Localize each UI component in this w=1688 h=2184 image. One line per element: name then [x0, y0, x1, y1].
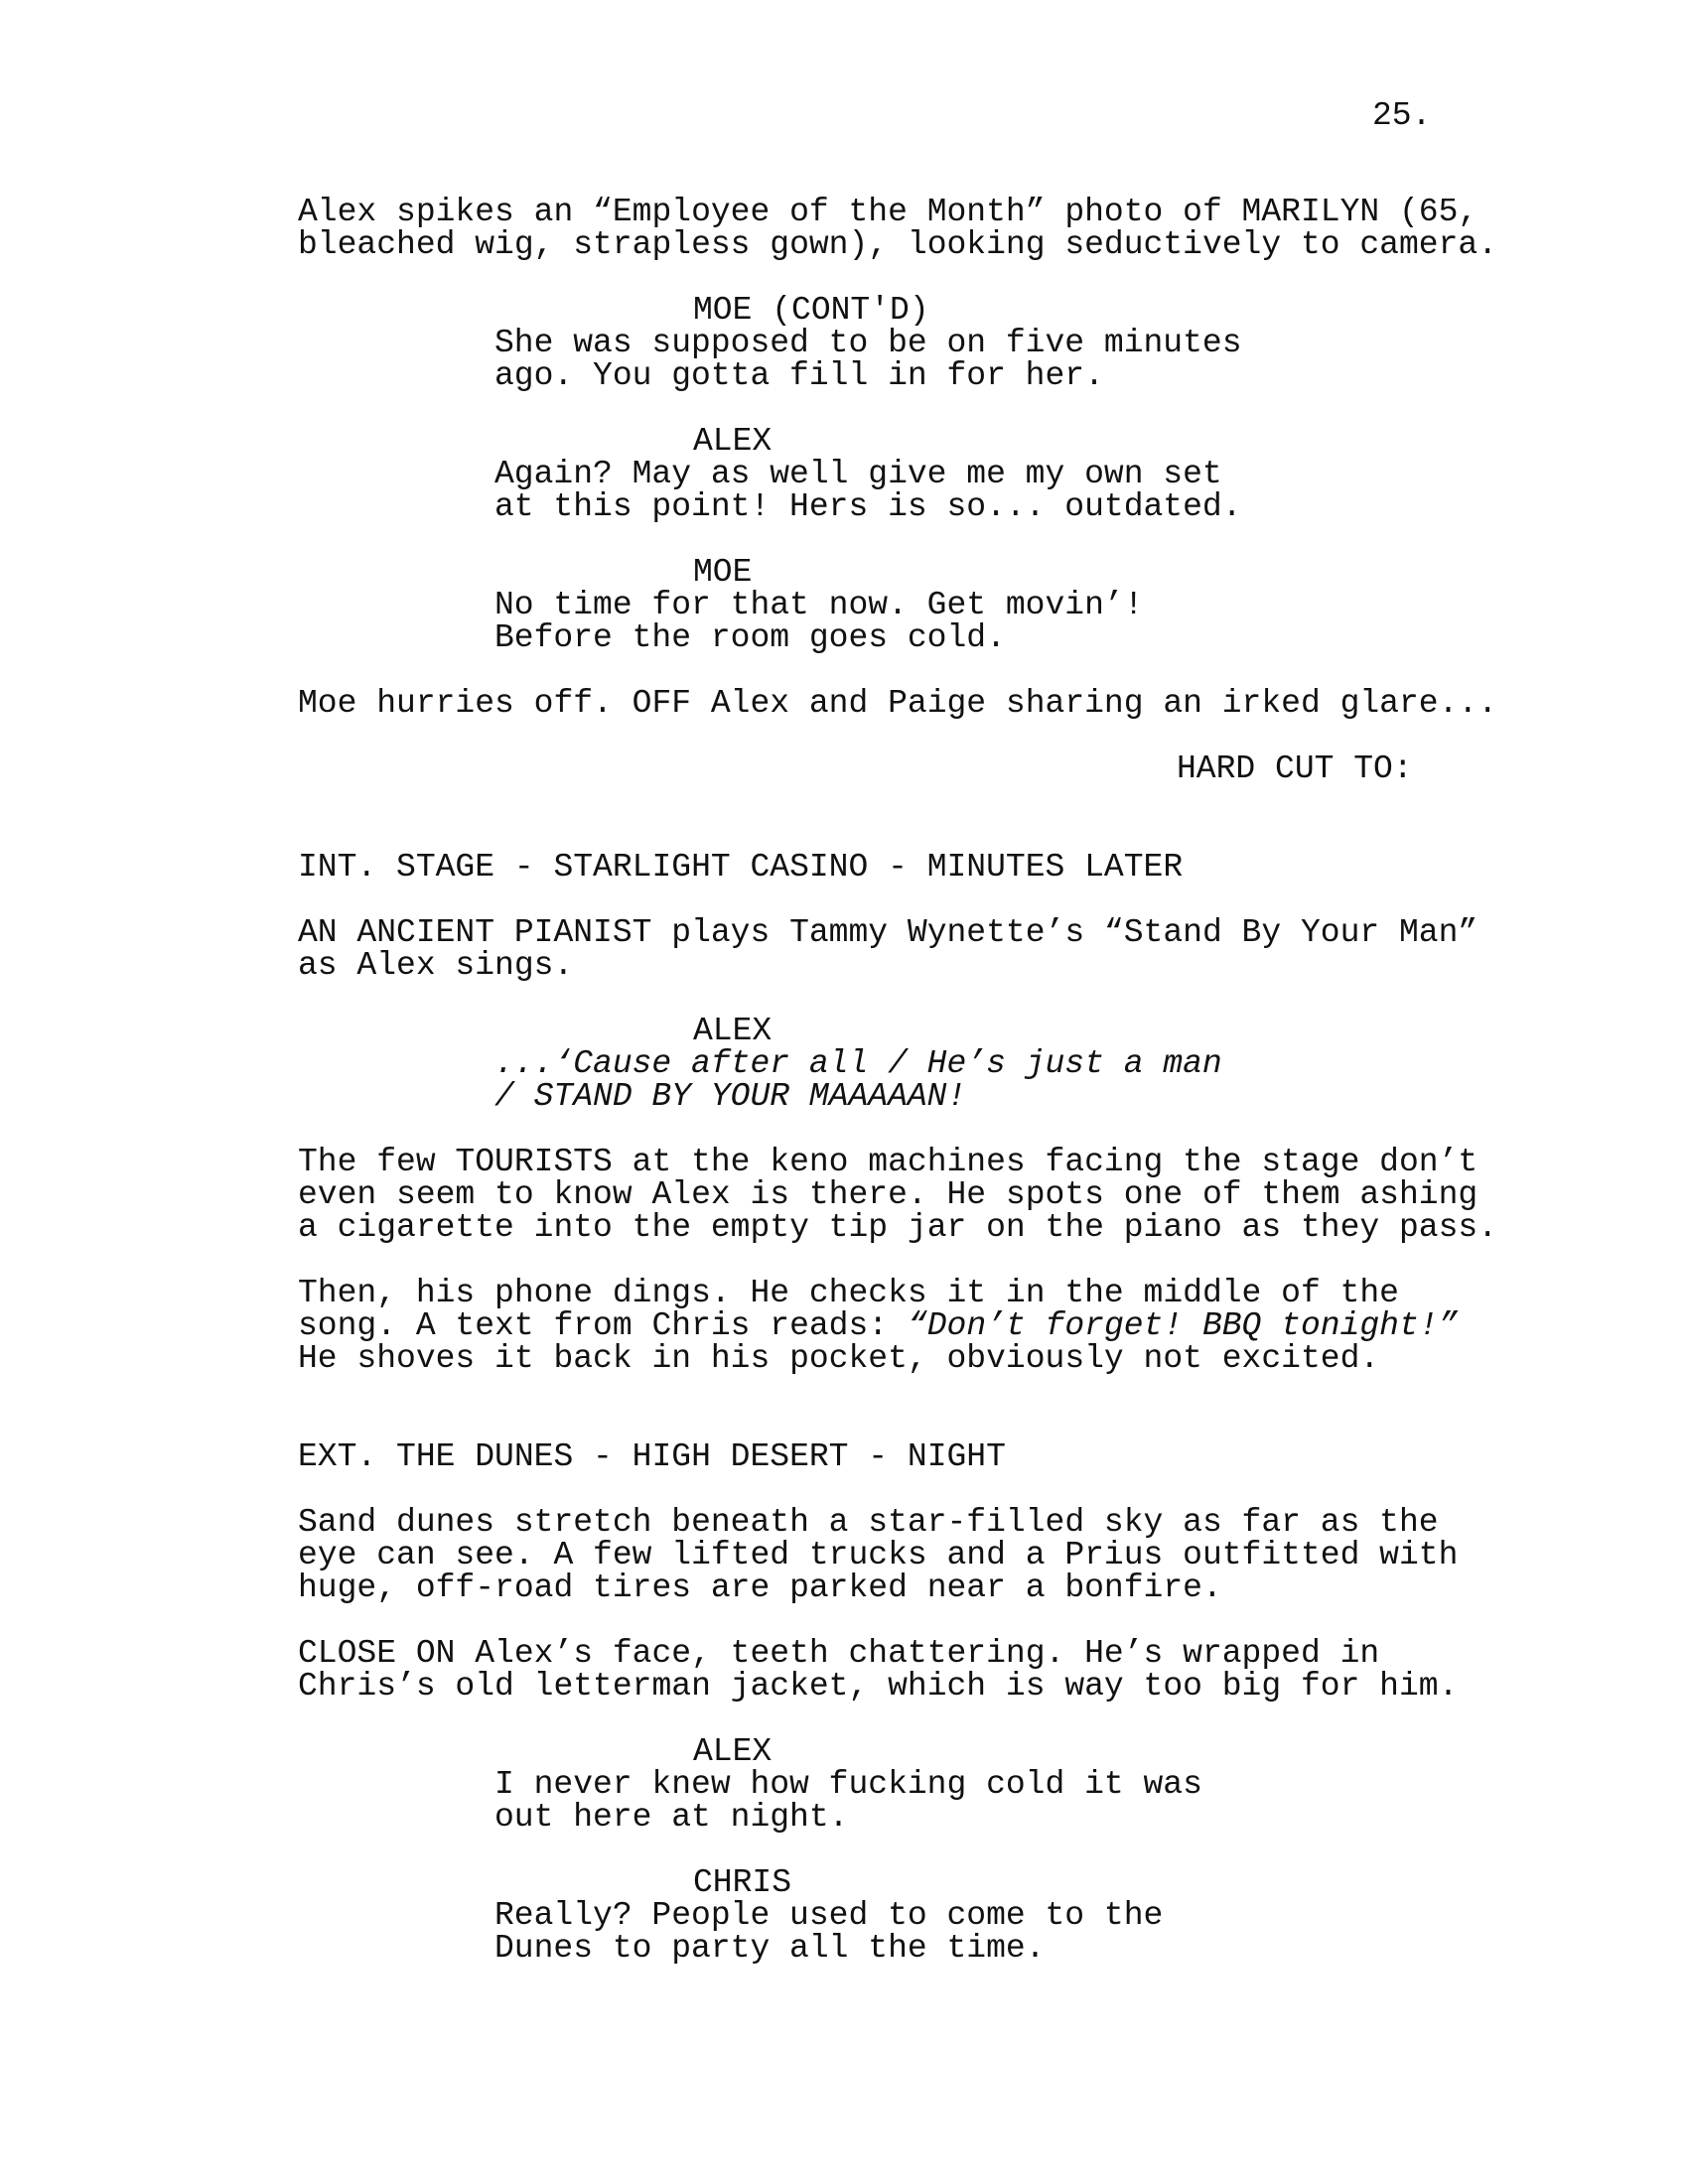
character-name: CHRIS [693, 1864, 792, 1901]
dialogue-line: I never knew how fucking cold it was [494, 1766, 1202, 1803]
action-line: Chris’s old letterman jacket, which is way too big for him. [298, 1668, 1459, 1705]
character-name: MOE (CONT'D) [693, 292, 929, 329]
character-name: MOE [693, 554, 753, 591]
dialogue-line: Again? May as well give me my own set [494, 456, 1222, 492]
action-line: CLOSE ON Alex’s face, teeth chattering. He’s wrapped in [298, 1635, 1380, 1672]
action-line: even seem to know Alex is there. He spots one of them ashing [298, 1176, 1478, 1213]
action-line: He shoves it back in his pocket, obviously not excited. [298, 1340, 1380, 1377]
character-name: ALEX [693, 423, 773, 460]
action-line: a cigarette into the empty tip jar on the piano as they pass. [298, 1209, 1497, 1246]
action-line: The few TOURISTS at the keno machines facing the stage don’t [298, 1144, 1478, 1180]
action-line: bleached wig, strapless gown), looking seductively to camera. [298, 226, 1497, 263]
dialogue-line: at this point! Hers is so... outdated. [494, 488, 1242, 525]
dialogue-line: out here at night. [494, 1799, 849, 1836]
dialogue-line: ago. You gotta fill in for her. [494, 357, 1104, 394]
action-text: song. A text from Chris reads: [298, 1307, 908, 1344]
song-lyric-line: ...‘Cause after all / He’s just a man [494, 1045, 1222, 1082]
transition: HARD CUT TO: [1177, 751, 1413, 787]
song-lyric-line: / STAND BY YOUR MAAAAAN! [494, 1078, 967, 1115]
dialogue-line: No time for that now. Get movin’! [494, 587, 1144, 623]
dialogue-line: She was supposed to be on five minutes [494, 325, 1242, 361]
action-line: eye can see. A few lifted trucks and a Prius outfitted with [298, 1537, 1459, 1573]
action-line: Moe hurries off. OFF Alex and Paige sharing an irked glare... [298, 685, 1497, 722]
scene-heading: EXT. THE DUNES - HIGH DESERT - NIGHT [298, 1438, 1006, 1475]
action-line: huge, off-road tires are parked near a bonfire. [298, 1570, 1222, 1606]
dialogue-line: Dunes to party all the time. [494, 1930, 1046, 1967]
dialogue-line: Before the room goes cold. [494, 619, 1006, 656]
page-number: 25. [1372, 97, 1432, 134]
action-line: as Alex sings. [298, 947, 574, 984]
action-line [298, 1309, 1458, 1342]
character-name: ALEX [693, 1733, 773, 1770]
text-message: “Don’t forget! BBQ tonight!” [907, 1307, 1459, 1344]
action-line: Sand dunes stretch beneath a star-filled sky as far as the [298, 1504, 1439, 1541]
character-name: ALEX [693, 1013, 773, 1049]
action-line: AN ANCIENT PIANIST plays Tammy Wynette’s “Stand By Your Man” [298, 914, 1478, 951]
action-line: Then, his phone dings. He checks it in the middle of the [298, 1275, 1399, 1311]
dialogue-line: Really? People used to come to the [494, 1897, 1164, 1934]
scene-heading: INT. STAGE - STARLIGHT CASINO - MINUTES LATER [298, 849, 1184, 886]
action-line: Alex spikes an “Employee of the Month” photo of MARILYN (65, [298, 194, 1478, 230]
